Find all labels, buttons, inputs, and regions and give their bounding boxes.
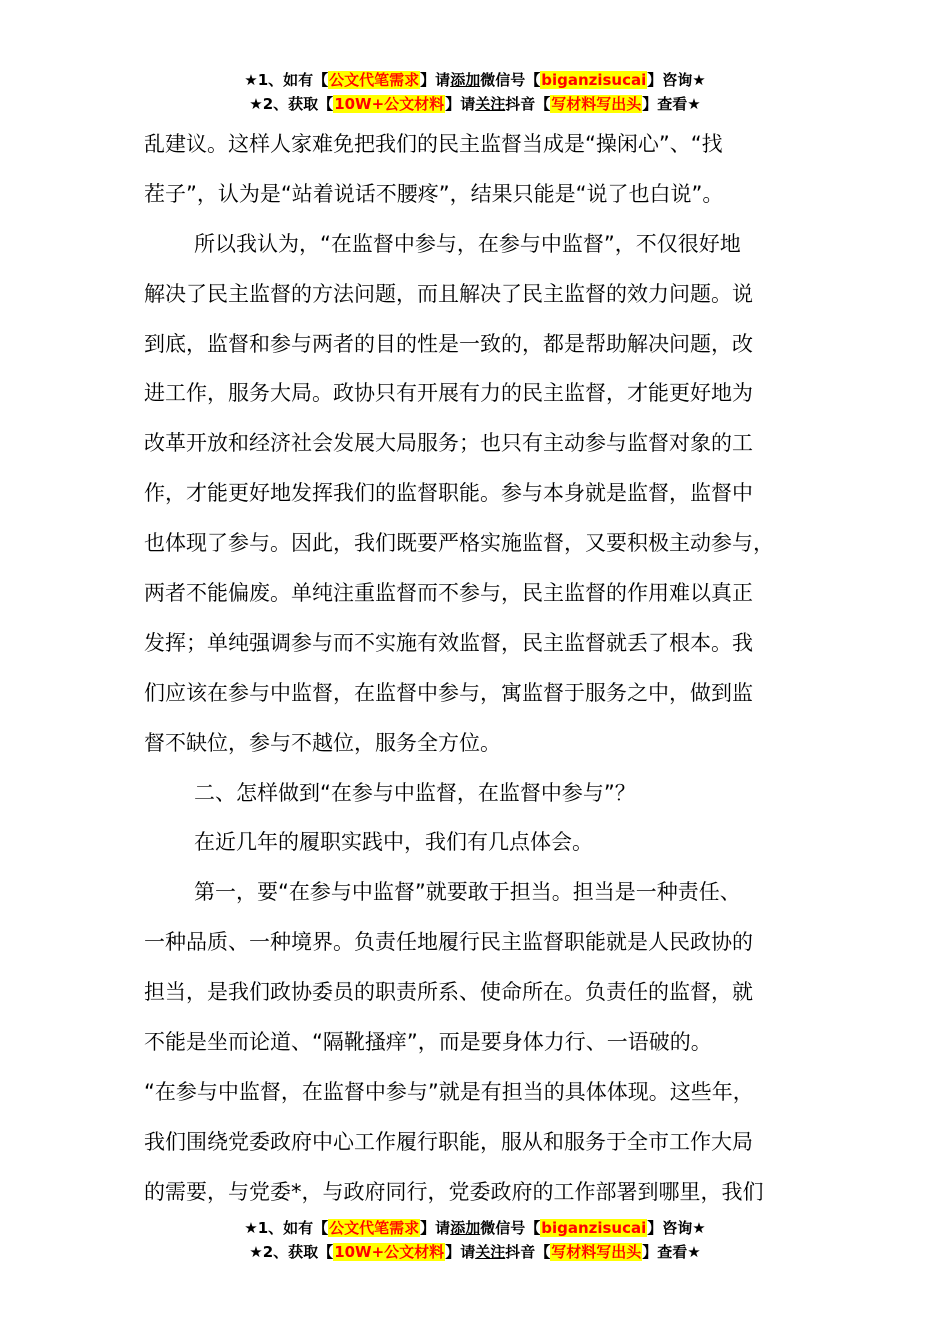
highlight-wechat-id: biganzisucai [541, 71, 647, 89]
highlight-wechat-id: biganzisucai [541, 1219, 647, 1237]
highlight-douyin: 写材料写出头 [551, 95, 642, 113]
text-line: 我们围绕党委政府中心工作履行职能，服从和服务于全市工作大局 [144, 1129, 753, 1154]
text-line: 乱建议。这样人家难免把我们的民主监督当成是“操闲心”、“找 [144, 132, 723, 156]
text-line: 第一，要“在参与中监督”就要敢于担当。担当是一种责任、 [194, 880, 741, 905]
text-line: 们应该在参与中监督，在监督中参与，寓监督于服务之中，做到监 [144, 680, 753, 705]
text-line: 不能是坐而论道、“隔靴搔痒”，而是要身体力行、一语破的。 [144, 1030, 712, 1055]
text-line: 进工作，服务大局。政协只有开展有力的民主监督，才能更好地为 [144, 381, 753, 406]
text-line: 茬子”，认为是“站着说话不腰疼”，结果只能是“说了也白说”。 [144, 181, 724, 206]
highlight-ghostwriting: 公文代笔需求 [329, 1219, 420, 1237]
text-line: 的需要，与党委*，与政府同行，党委政府的工作部署到哪里，我们 [144, 1179, 764, 1204]
text-line: 也体现了参与。因此，我们既要严格实施监督，又要积极主动参与， [144, 531, 774, 556]
text-line: 督不缺位，参与不越位，服务全方位。 [144, 730, 501, 755]
text-line: 发挥；单纯强调参与而不实施有效监督，民主监督就丢了根本。我 [144, 630, 753, 655]
text-line: 担当，是我们政协委员的职责所系、使命所在。负责任的监督，就 [144, 980, 753, 1005]
highlight-materials: 10W+公文材料 [334, 95, 445, 113]
footer-banner [0, 1216, 950, 1264]
banner-line-2: ★2、获取【10W+公文材料】请关注抖音【写材料写出头】查看★ [249, 95, 701, 113]
text-line: 作，才能更好地发挥我们的监督职能。参与本身就是监督，监督中 [144, 481, 753, 506]
section-heading: 二、怎样做到“在参与中监督，在监督中参与”？ [194, 780, 636, 805]
document-body [144, 120, 814, 1218]
header-banner [0, 68, 950, 116]
highlight-materials: 10W+公文材料 [334, 1243, 445, 1261]
banner-line-2: ★2、获取【10W+公文材料】请关注抖音【写材料写出头】查看★ [249, 1243, 701, 1261]
banner-line-1: ★1、如有【公文代笔需求】请添加微信号【biganzisucai】咨询★ [244, 1219, 706, 1237]
text-line: 改革开放和经济社会发展大局服务；也只有主动参与监督对象的工 [144, 431, 753, 456]
text-line: 在近几年的履职实践中，我们有几点体会。 [194, 830, 593, 855]
highlight-douyin: 写材料写出头 [551, 1243, 642, 1261]
text-line: “在参与中监督，在监督中参与”就是有担当的具体体现。这些年， [144, 1079, 754, 1104]
text-line: 所以我认为，“在监督中参与，在参与中监督”，不仅很好地 [194, 231, 741, 256]
text-line: 两者不能偏废。单纯注重监督而不参与，民主监督的作用难以真正 [144, 581, 753, 606]
text-line: 到底，监督和参与两者的目的性是一致的，都是帮助解决问题，改 [144, 331, 753, 356]
banner-line-1: ★1、如有【公文代笔需求】请添加微信号【biganzisucai】咨询★ [244, 71, 706, 89]
highlight-ghostwriting: 公文代笔需求 [329, 71, 420, 89]
text-line: 一种品质、一种境界。负责任地履行民主监督职能就是人民政协的 [144, 930, 753, 955]
text-line: 解决了民主监督的方法问题，而且解决了民主监督的效力问题。说 [144, 281, 753, 306]
